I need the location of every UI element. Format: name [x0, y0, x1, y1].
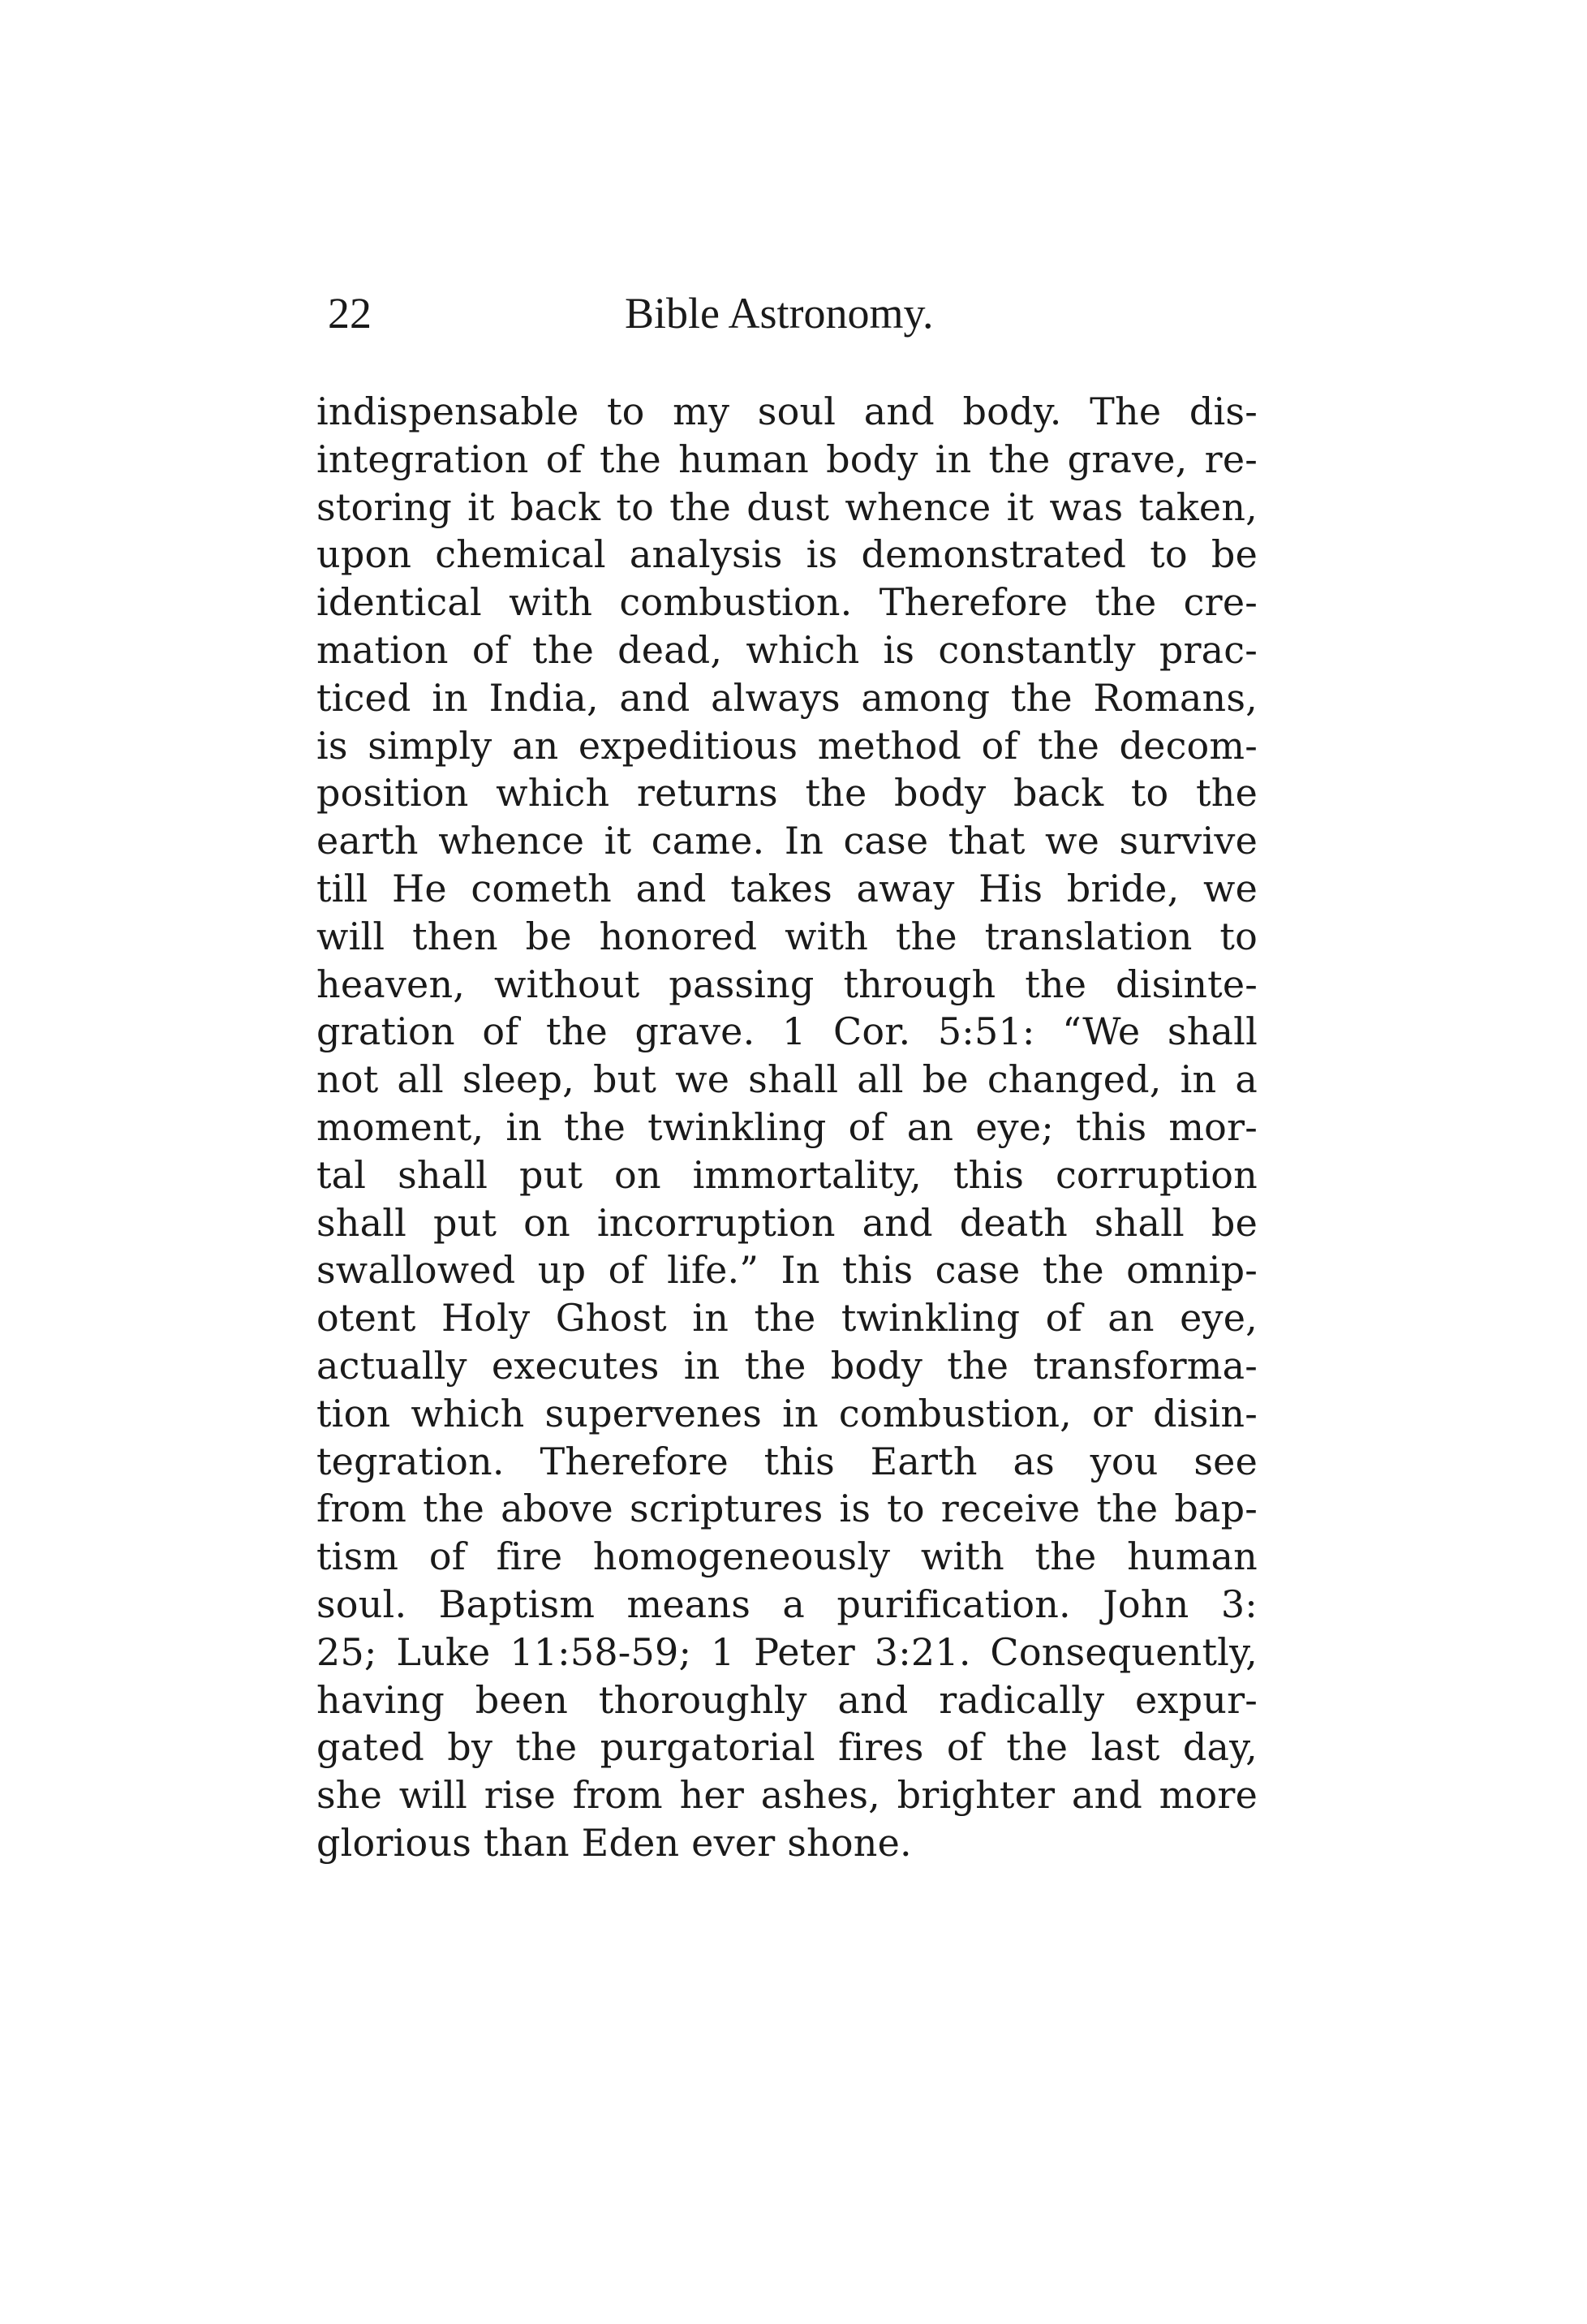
- text-line: tion which supervenes in combustion, or disin-: [316, 1391, 1258, 1435]
- text-line: she will rise from her ashes, brighter and more: [316, 1773, 1258, 1818]
- text-line-final: glorious than Eden ever shone.: [316, 1820, 912, 1865]
- text-line: tal shall put on immortality, this corruption: [316, 1152, 1258, 1197]
- text-line: gated by the purgatorial fires of the last day,: [316, 1725, 1258, 1770]
- text-line: mation of the dead, which is constantly prac-: [316, 627, 1258, 672]
- text-line: 25; Luke 11:58-59; 1 Peter 3:21. Consequently,: [316, 1629, 1258, 1674]
- text-line: integration of the human body in the grave, re-: [316, 437, 1258, 481]
- text-line: not all sleep, but we shall all be changed, in a: [316, 1057, 1258, 1102]
- running-title: Bible Astronomy.: [625, 289, 934, 338]
- text-line: position which returns the body back to the: [316, 771, 1258, 816]
- text-line: upon chemical analysis is demonstrated to be: [316, 532, 1258, 577]
- text-line: tegration. Therefore this Earth as you see: [316, 1439, 1258, 1483]
- text-line: is simply an expeditious method of the decom-: [316, 723, 1258, 768]
- text-line: storing it back to the dust whence it was taken,: [316, 484, 1258, 529]
- text-line: shall put on incorruption and death shall be: [316, 1200, 1258, 1245]
- text-line: till He cometh and takes away His bride, we: [316, 866, 1258, 910]
- text-line: soul. Baptism means a purification. John 3:: [316, 1582, 1258, 1626]
- page-header: [316, 276, 1258, 349]
- text-line: actually executes in the body the transforma-: [316, 1343, 1258, 1388]
- text-line: ticed in India, and always among the Romans,: [316, 675, 1258, 720]
- text-line: identical with combustion. Therefore the cre-: [316, 580, 1258, 625]
- text-line: from the above scriptures is to receive the bap-: [316, 1487, 1258, 1531]
- text-line: otent Holy Ghost in the twinkling of an eye,: [316, 1296, 1258, 1341]
- text-line: moment, in the twinkling of an eye; this mor-: [316, 1104, 1258, 1149]
- page-number: 22: [328, 289, 372, 338]
- text-line: earth whence it came. In case that we survive: [316, 819, 1258, 863]
- text-line: tism of fire homogeneously with the human: [316, 1534, 1258, 1579]
- text-line: will then be honored with the translation to: [316, 914, 1258, 958]
- text-line: gration of the grave. 1 Cor. 5:51: “We shall: [316, 1009, 1258, 1054]
- text-line: indispensable to my soul and body. The dis-: [316, 389, 1258, 433]
- text-line: swallowed up of life.” In this case the omnip-: [316, 1248, 1258, 1293]
- body-paragraph: [316, 388, 1258, 1867]
- text-line: having been thoroughly and radically expur-: [316, 1677, 1258, 1722]
- text-line: heaven, without passing through the disinte-: [316, 962, 1258, 1006]
